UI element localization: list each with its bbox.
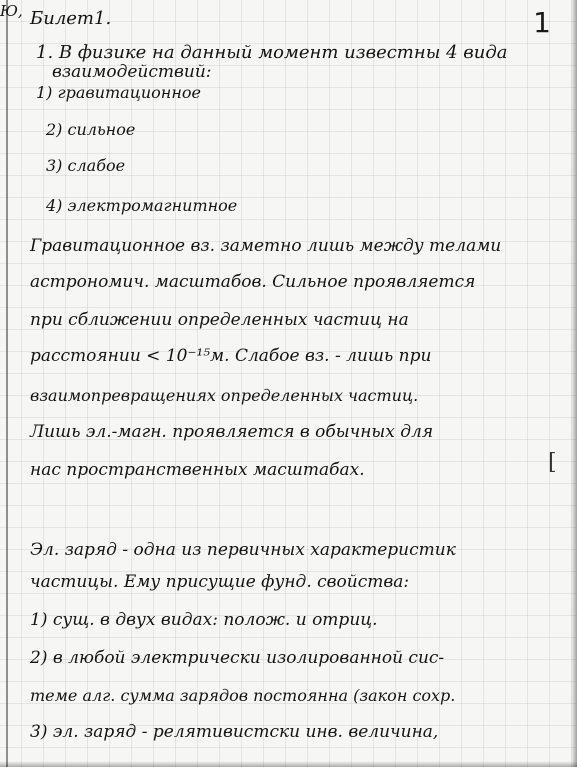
paragraph2-line6: 3) эл. заряд - релятивистски инв. величина, [30, 722, 439, 742]
list-item-strong: 2) сильное [46, 120, 136, 139]
question1-line1: 1. В физике на данный момент известны 4 вида [36, 42, 508, 63]
list-item-weak: 3) слабое [46, 156, 126, 175]
paragraph1-line2: астрономич. масштабов. Сильное проявляется [30, 272, 476, 292]
paragraph1-line4: расстоянии < 10⁻¹⁵м. Слабое вз. - лишь при [30, 346, 432, 366]
margin-line [6, 0, 8, 767]
ticket-title: Билет1. [30, 8, 112, 29]
list-item-gravitational: 1) гравитационное [36, 83, 201, 102]
bracket-mark: [ [548, 450, 557, 475]
paragraph2-line3: 1) сущ. в двух видах: полож. и отриц. [30, 610, 378, 630]
paragraph2-line1: Эл. заряд - одна из первичных характеристик [30, 540, 456, 560]
paragraph1-line7: нас пространственных масштабах. [30, 460, 365, 480]
page-number: 1 [533, 6, 551, 39]
question1-line2: взаимодействий: [52, 62, 212, 82]
corner-mark: Ю, [0, 2, 23, 20]
page-bottom-shadow [0, 761, 577, 767]
list-item-electromagnetic: 4) электромагнитное [46, 196, 238, 215]
paragraph1-line3: при сближении определенных частиц на [30, 310, 409, 330]
paragraph1-line5: взаимопревращениях определенных частиц. [30, 386, 419, 405]
page-edge-shadow [571, 0, 577, 767]
paragraph1-line1: Гравитационное вз. заметно лишь между телами [30, 236, 502, 256]
paragraph2-line5: теме алг. сумма зарядов постоянна (закон сохр. [30, 686, 456, 705]
paragraph2-line2: частицы. Ему присущие фунд. свойства: [30, 572, 410, 592]
paragraph2-line4: 2) в любой электрически изолированной сис- [30, 648, 445, 668]
paragraph1-line6: Лишь эл.-магн. проявляется в обычных для [30, 422, 434, 442]
